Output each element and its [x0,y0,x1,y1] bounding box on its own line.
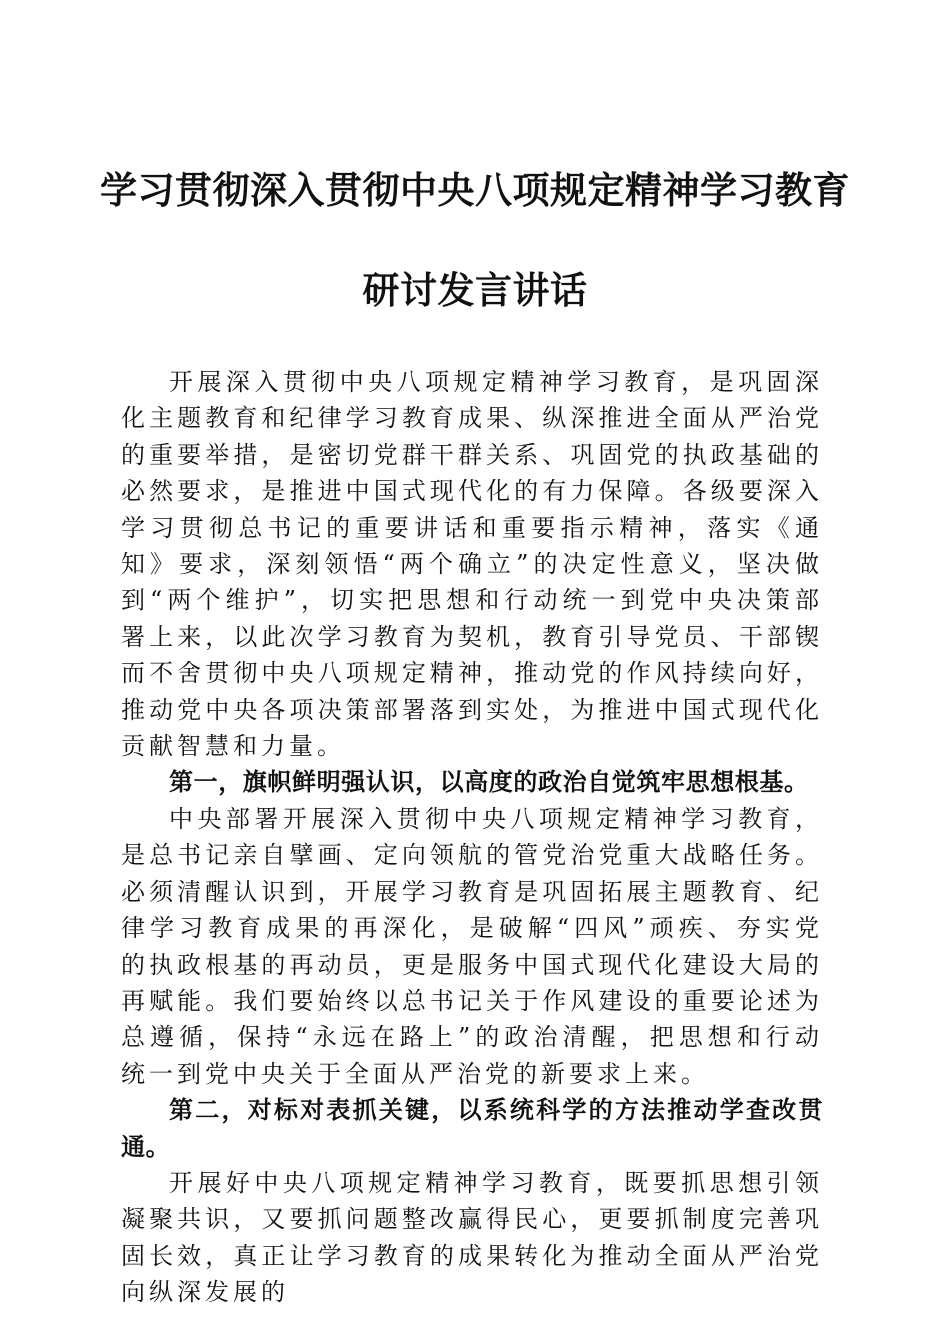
document-body [121,364,823,1311]
body-paragraph-intro: 开展深入贯彻中央八项规定精神学习教育，是巩固深化主题教育和纪律学习教育成果、纵深推进全面从严治党的重要举措，是密切党群干群关系、巩固党的执政基础的必然要求，是推进中国式现代化的有力保障。各级要深入学习贯彻总书记的重要讲话和重要指示精神，落实《通知》要求，深刻领悟“两个确立”的决定性意义，坚决做到“两个维护”，切实把思想和行动统一到党中央决策部署上来，以此次学习教育为契机，教育引导党员、干部锲而不舍贯彻中央八项规定精神，推动党的作风持续向好，推动党中央各项决策部署落到实处，为推进中国式现代化贡献智慧和力量。 [121,368,823,761]
body-paragraph-section-2: 开展好中央八项规定精神学习教育，既要抓思想引领凝聚共识，又要抓问题整改赢得民心，更要抓制度完善巩固长效，真正让学习教育的成果转化为推动全面从严治党向纵深发展的 [121,1168,823,1307]
section-heading-2: 第二，对标对表抓关键，以系统科学的方法推动学查改贯通。 [121,1096,823,1161]
document-title-line-2: 研讨发言讲话 [362,268,588,312]
body-paragraph-section-1: 中央部署开展深入贯彻中央八项规定精神学习教育，是总书记亲自擘画、定向领航的管党治党重大战略任务。必须清醒认识到，开展学习教育是巩固拓展主题教育、纪律学习教育成果的再深化，是破解“四风”顽疾、夯实党的执政根基的再动员，更是服务中国式现代化建设大局的再赋能。我们要始终以总书记关于作风建设的重要论述为总遵循，保持“永远在路上”的政治清醒，把思想和行动统一到党中央关于全面从严治党的新要求上来。 [121,804,823,1088]
section-heading-1: 第一，旗帜鲜明强认识，以高度的政治自觉筑牢思想根基。 [169,768,809,797]
document-title-line-1: 学习贯彻深入贯彻中央八项规定精神学习教育 [100,168,850,212]
